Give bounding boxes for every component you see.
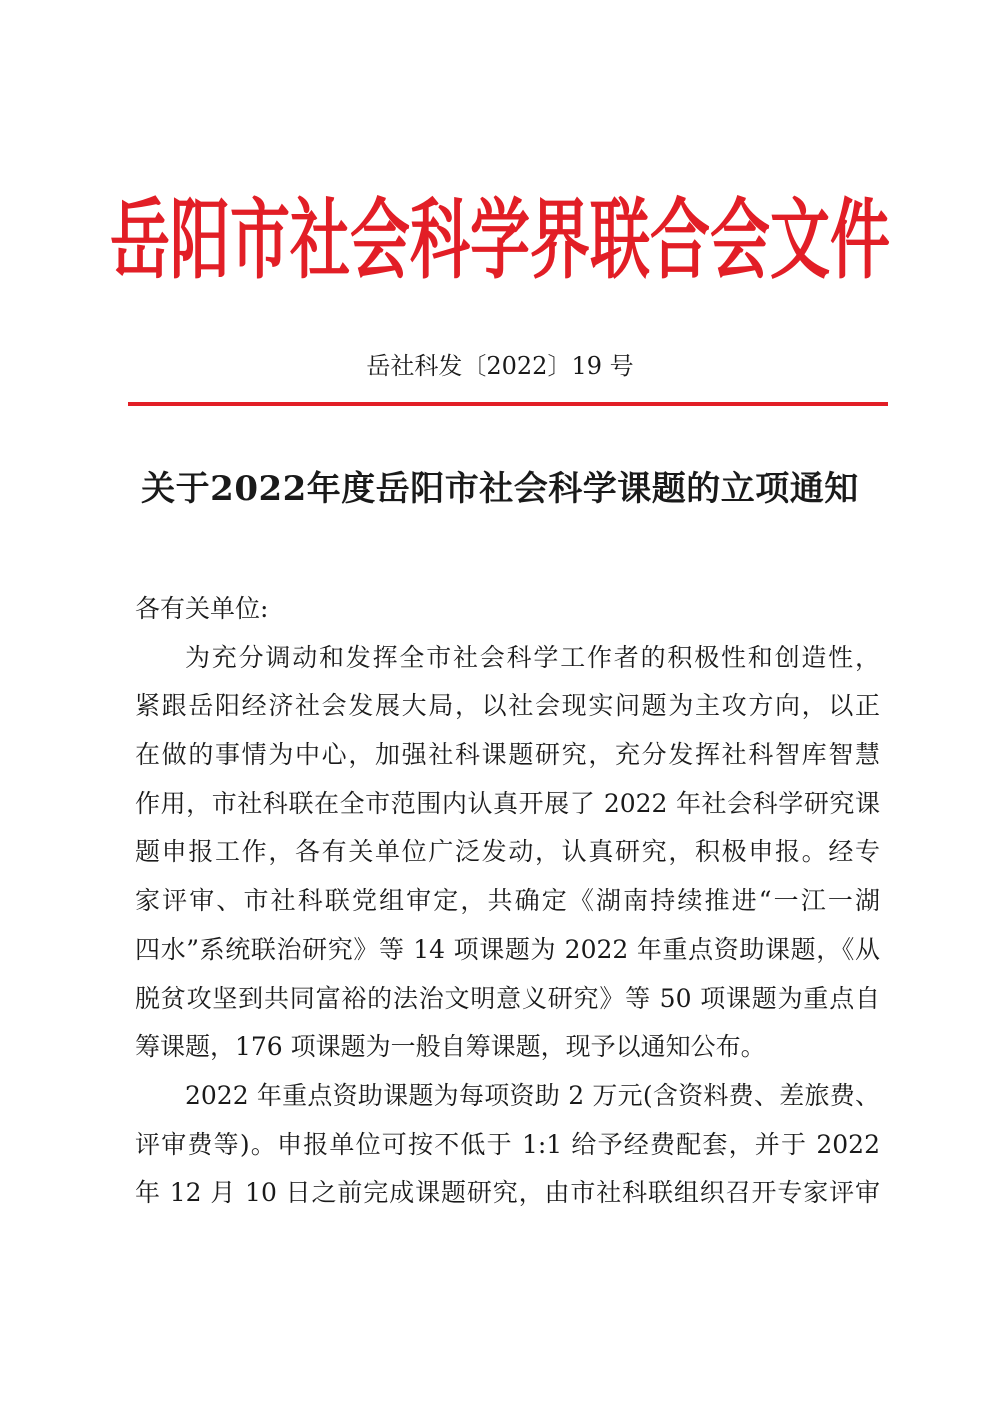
paragraph-1-line: 作用，市社科联在全市范围内认真开展了 2022 年社会科学研究课: [135, 788, 880, 818]
paragraph-1-line: 脱贫攻坚到共同富裕的法治文明意义研究》等 50 项课题为重点自: [135, 983, 880, 1013]
paragraph-1-line: 筹课题，176 项课题为一般自筹课题，现予以通知公布。: [135, 1032, 766, 1062]
paragraph-1-line: 为充分调动和发挥全市社会科学工作者的积极性和创造性，: [185, 642, 880, 672]
red-divider-line: [128, 402, 888, 406]
paragraph-2-line: 年 12 月 10 日之前完成课题研究，由市社科联组织召开专家评审: [135, 1178, 880, 1208]
document-masthead: 岳阳市社会科学界联合会文件: [110, 190, 890, 292]
document-title: 关于2022年度岳阳市社会科学课题的立项通知: [141, 469, 859, 509]
paragraph-2-line: 2022 年重点资助课题为每项资助 2 万元(含资料费、差旅费、: [185, 1080, 880, 1110]
paragraph-1-line: 题申报工作，各有关单位广泛发动，认真研究，积极申报。经专: [135, 837, 880, 867]
paragraph-1-line: 在做的事情为中心，加强社科课题研究，充分发挥社科智库智慧: [135, 740, 880, 770]
document-number: 岳社科发〔2022〕19 号: [366, 352, 634, 380]
paragraph-2-line: 评审费等)。申报单位可按不低于 1:1 给予经费配套，并于 2022: [135, 1129, 880, 1159]
salutation: 各有关单位:: [135, 594, 269, 623]
document-body: [135, 585, 880, 1218]
paragraph-1-line: 紧跟岳阳经济社会发展大局，以社会现实问题为主攻方向，以正: [135, 691, 880, 721]
paragraph-1-line: 家评审、市社科联党组审定，共确定《湖南持续推进“一江一湖: [135, 886, 880, 916]
paragraph-1-line: 四水”系统联治研究》等 14 项课题为 2022 年重点资助课题，《从: [135, 934, 880, 964]
